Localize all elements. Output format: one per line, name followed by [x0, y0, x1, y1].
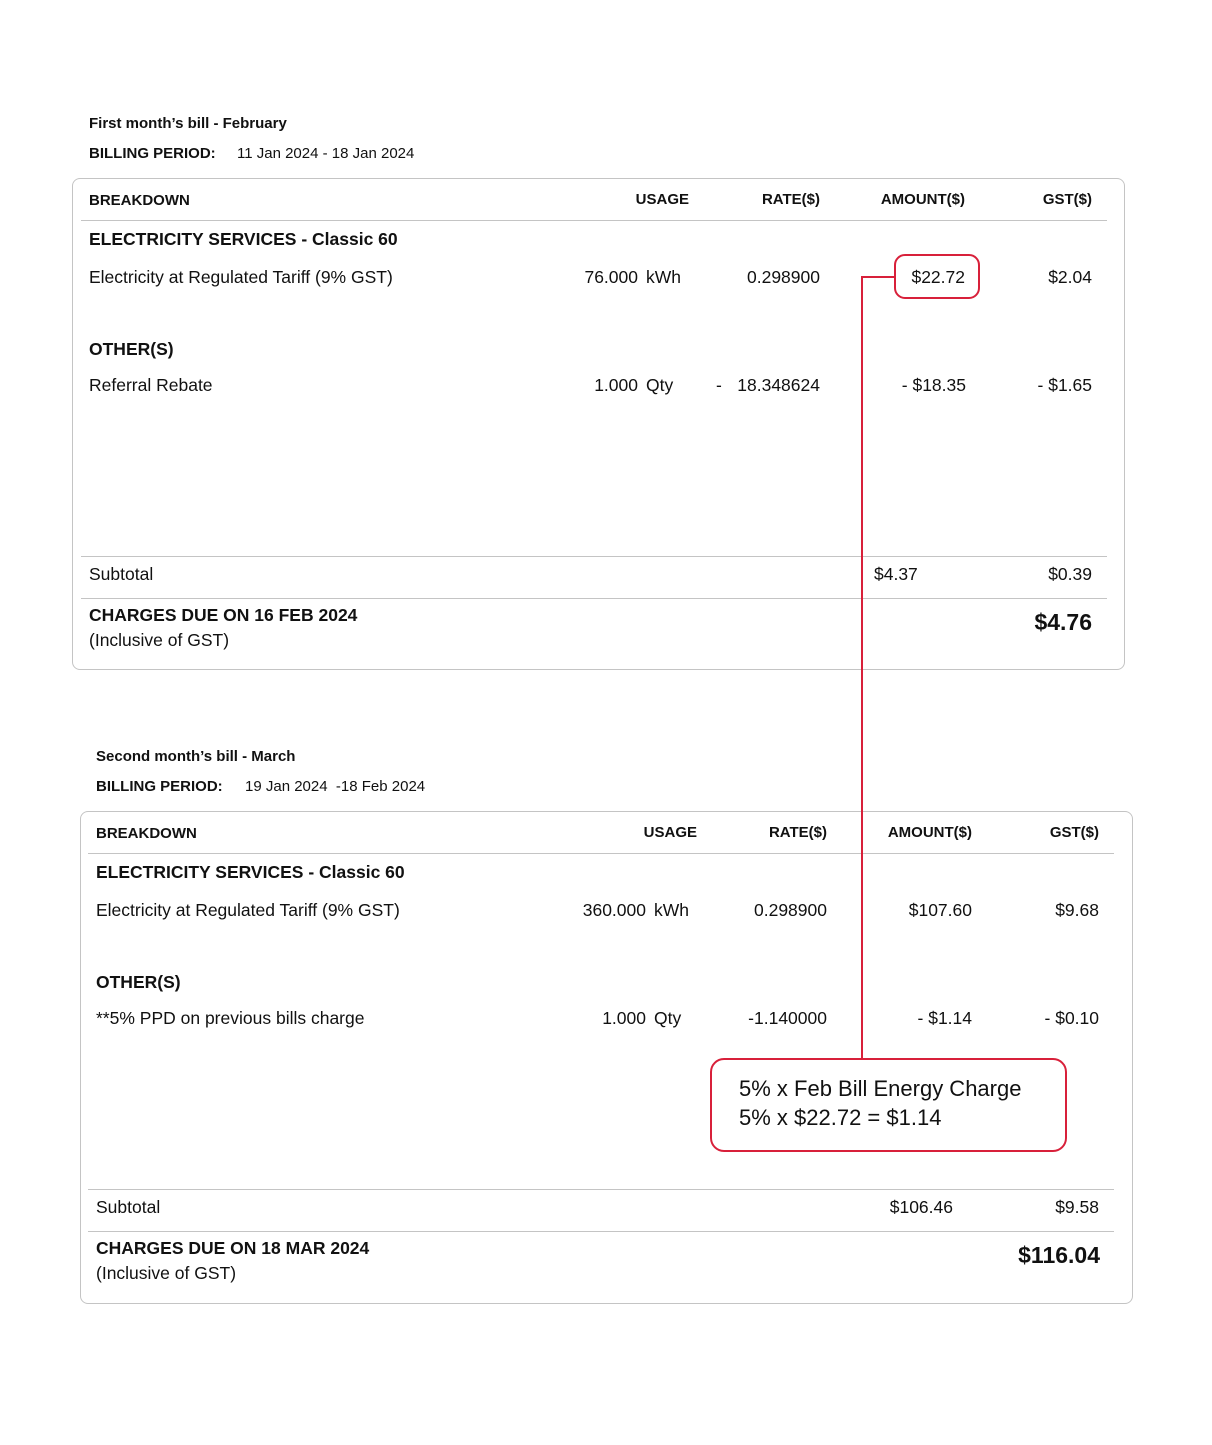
connector-line	[862, 277, 895, 1059]
line-item-quantity: 76.000	[584, 267, 638, 287]
line-item-gst: - $1.65	[1037, 375, 1092, 395]
line-item-unit: Qty	[646, 375, 674, 395]
section-others: OTHER(S)	[89, 339, 174, 359]
subtotal-label: Subtotal	[89, 564, 154, 584]
subtotal-gst: $0.39	[1048, 564, 1092, 584]
section-electricity-services: ELECTRICITY SERVICES - Classic 60	[96, 862, 405, 882]
subtotal-amount: $4.37	[874, 564, 918, 584]
line-item-quantity: 1.000	[594, 375, 638, 395]
subtotal-label: Subtotal	[96, 1197, 161, 1217]
callout-line-2: 5% x $22.72 = $1.14	[739, 1105, 942, 1130]
column-header-gst: GST($)	[1042, 191, 1092, 208]
charges-due-note: (Inclusive of GST)	[96, 1263, 237, 1283]
line-item-description: **5% PPD on previous bills charge	[96, 1008, 365, 1028]
subtotal-gst: $9.58	[1055, 1197, 1099, 1217]
charges-due-total: $4.76	[1034, 609, 1092, 635]
calculation-callout	[710, 1058, 1067, 1152]
section-others: OTHER(S)	[96, 972, 181, 992]
subtotal-amount: $106.46	[889, 1197, 953, 1217]
line-item-quantity: 360.000	[582, 900, 646, 920]
charges-due-note: (Inclusive of GST)	[89, 630, 230, 650]
line-item-amount: - $18.35	[901, 375, 966, 395]
column-header-amount: AMOUNT($)	[887, 824, 972, 841]
line-item-gst: $9.68	[1055, 900, 1099, 920]
charges-due-label: CHARGES DUE ON 16 FEB 2024	[89, 605, 358, 625]
billing-period-value: 11 Jan 2024 - 18 Jan 2024	[237, 145, 415, 162]
column-header-breakdown: BREAKDOWN	[89, 192, 190, 209]
column-header-breakdown: BREAKDOWN	[96, 825, 197, 842]
line-item-quantity: 1.000	[602, 1008, 646, 1028]
billing-period-label: BILLING PERIOD:	[89, 145, 216, 162]
billing-period-value: 19 Jan 2024 -18 Feb 2024	[245, 778, 426, 795]
line-item-unit: kWh	[654, 900, 689, 920]
column-header-rate: RATE($)	[761, 191, 820, 208]
line-item-rate: -1.140000	[748, 1008, 827, 1028]
charges-due-label: CHARGES DUE ON 18 MAR 2024	[96, 1238, 370, 1258]
bill-heading: First month’s bill - February	[89, 115, 287, 132]
bill-heading: Second month’s bill - March	[96, 748, 296, 765]
line-item-gst: - $0.10	[1044, 1008, 1099, 1028]
line-item-rate: 0.298900	[747, 267, 820, 287]
line-item-rate: 0.298900	[754, 900, 827, 920]
line-item-rate: 18.348624	[737, 375, 820, 395]
section-electricity-services: ELECTRICITY SERVICES - Classic 60	[89, 229, 398, 249]
column-header-amount: AMOUNT($)	[880, 191, 965, 208]
line-item-rate-sign: -	[716, 375, 722, 395]
amount-highlight-box	[895, 255, 979, 298]
line-item-description: Electricity at Regulated Tariff (9% GST)	[96, 900, 400, 920]
charges-due-total: $116.04	[1018, 1242, 1100, 1268]
column-header-rate: RATE($)	[768, 824, 827, 841]
callout-line-1: 5% x Feb Bill Energy Charge	[739, 1076, 1022, 1101]
column-header-gst: GST($)	[1049, 824, 1099, 841]
line-item-description: Electricity at Regulated Tariff (9% GST)	[89, 267, 393, 287]
column-header-usage: USAGE	[635, 191, 689, 208]
line-item-amount: - $1.14	[917, 1008, 972, 1028]
column-header-usage: USAGE	[643, 824, 697, 841]
line-item-amount: $107.60	[908, 900, 972, 920]
billing-period-label: BILLING PERIOD:	[96, 778, 223, 795]
line-item-unit: Qty	[654, 1008, 682, 1028]
line-item-description: Referral Rebate	[89, 375, 213, 395]
line-item-amount-highlighted: $22.72	[911, 267, 965, 287]
line-item-gst: $2.04	[1048, 267, 1092, 287]
line-item-unit: kWh	[646, 267, 681, 287]
